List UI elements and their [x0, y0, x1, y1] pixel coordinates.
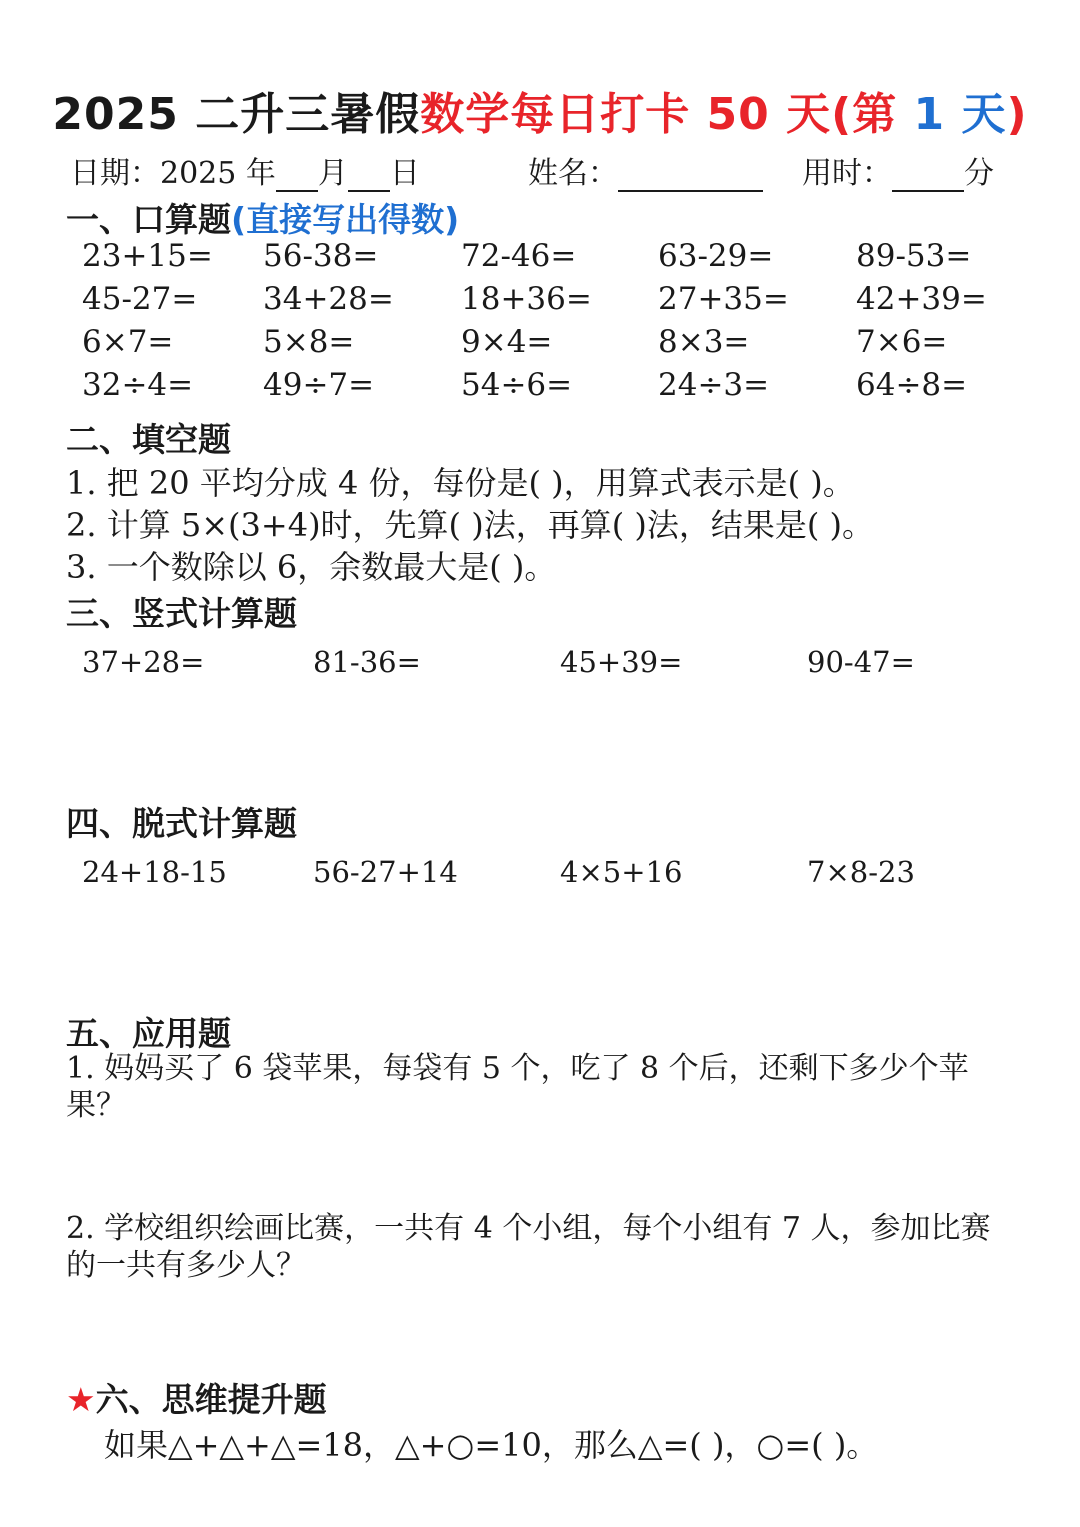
fill-blank-question-2: 2. 计算 5×(3+4)时，先算( )法，再算( )法，结果是( )。 — [66, 506, 874, 544]
section6-title: 六、思维提升题 — [95, 1380, 327, 1419]
mental-math-item: 45-27= — [82, 281, 198, 317]
grid-row — [82, 367, 1042, 410]
mental-math-item: 23+15= — [82, 238, 213, 274]
step-calc-item: 4×5+16 — [560, 855, 683, 889]
section6-heading — [66, 1374, 327, 1421]
mental-math-item: 18+36= — [461, 281, 592, 317]
word-problem-2: 2. 学校组织绘画比赛，一共有 4 个小组，每个小组有 7 人，参加比赛的一共有多少人？ — [66, 1211, 991, 1283]
vertical-calc-item: 90-47= — [807, 645, 915, 679]
star-icon: ★ — [66, 1380, 96, 1419]
mental-math-item: 64÷8= — [856, 367, 968, 403]
step-calc-row — [82, 855, 1042, 895]
mental-math-item: 7×6= — [856, 324, 948, 360]
vertical-calc-item: 37+28= — [82, 645, 205, 679]
mental-math-item: 5×8= — [263, 324, 355, 360]
step-calc-item: 24+18-15 — [82, 855, 227, 889]
day-label: 日 — [389, 156, 420, 191]
mental-math-item: 89-53= — [856, 238, 972, 274]
grid-row — [82, 324, 1042, 367]
section5-heading: 五、应用题 — [66, 1014, 231, 1053]
vertical-calc-row — [82, 645, 1042, 685]
step-calc-item: 56-27+14 — [313, 855, 458, 889]
mental-math-item: 72-46= — [461, 238, 577, 274]
mental-math-grid — [82, 238, 1042, 410]
thinking-question: 如果△+△+△=18，△+○=10，那么△=( )，○=( )。 — [104, 1426, 879, 1464]
section1-subtitle: (直接写出得数) — [231, 200, 460, 239]
title-day-number: 1 — [897, 89, 962, 140]
section1-heading — [66, 194, 459, 241]
mental-math-item: 6×7= — [82, 324, 174, 360]
title-paren-close: ) — [1006, 89, 1028, 140]
vertical-calc-item: 81-36= — [313, 645, 421, 679]
mental-math-item: 9×4= — [461, 324, 553, 360]
time-unit: 分 — [964, 156, 994, 191]
mental-math-item: 56-38= — [263, 238, 379, 274]
mental-math-item: 27+35= — [658, 281, 789, 317]
word-problem-1: 1. 妈妈买了 6 袋苹果，每袋有 5 个，吃了 8 个后，还剩下多少个苹果？ — [66, 1051, 969, 1123]
vertical-calc-item: 45+39= — [560, 645, 683, 679]
fill-blank-question-3: 3. 一个数除以 6，余数最大是( )。 — [66, 548, 557, 586]
name-field — [528, 148, 763, 192]
section1-title: 一、口算题 — [66, 200, 231, 239]
mental-math-item: 24÷3= — [658, 367, 770, 403]
date-label: 日期：2025 年 — [70, 156, 276, 191]
name-label: 姓名： — [528, 156, 618, 191]
mental-math-item: 34+28= — [263, 281, 394, 317]
title-day-label: 天 — [961, 89, 1007, 140]
section3-heading: 三、竖式计算题 — [66, 594, 297, 633]
mental-math-item: 8×3= — [658, 324, 750, 360]
date-field — [70, 148, 420, 192]
time-field — [802, 148, 994, 192]
month-label: 月 — [317, 156, 348, 191]
mental-math-item: 54÷6= — [461, 367, 573, 403]
section2-heading: 二、填空题 — [66, 420, 231, 459]
time-label: 用时： — [802, 156, 892, 191]
title-daily-checkin: 数学每日打卡 50 天 — [420, 89, 832, 140]
step-calc-item: 7×8-23 — [807, 855, 915, 889]
mental-math-item: 49÷7= — [263, 367, 375, 403]
fill-blank-question-1: 1. 把 20 平均分成 4 份，每份是( )，用算式表示是( )。 — [66, 464, 855, 502]
time-blank[interactable] — [892, 160, 964, 192]
mental-math-item: 32÷4= — [82, 367, 194, 403]
grid-row — [82, 281, 1042, 324]
grid-row — [82, 238, 1042, 281]
info-line — [70, 148, 1020, 192]
mental-math-item: 42+39= — [856, 281, 987, 317]
page-title — [0, 78, 1080, 142]
day-blank[interactable] — [348, 160, 390, 192]
title-year-grade: 2025 二升三暑假 — [52, 89, 421, 140]
title-paren-open: (第 — [831, 89, 898, 140]
section4-heading: 四、脱式计算题 — [66, 804, 297, 843]
month-blank[interactable] — [276, 160, 318, 192]
mental-math-item: 63-29= — [658, 238, 774, 274]
name-blank[interactable] — [618, 160, 763, 192]
